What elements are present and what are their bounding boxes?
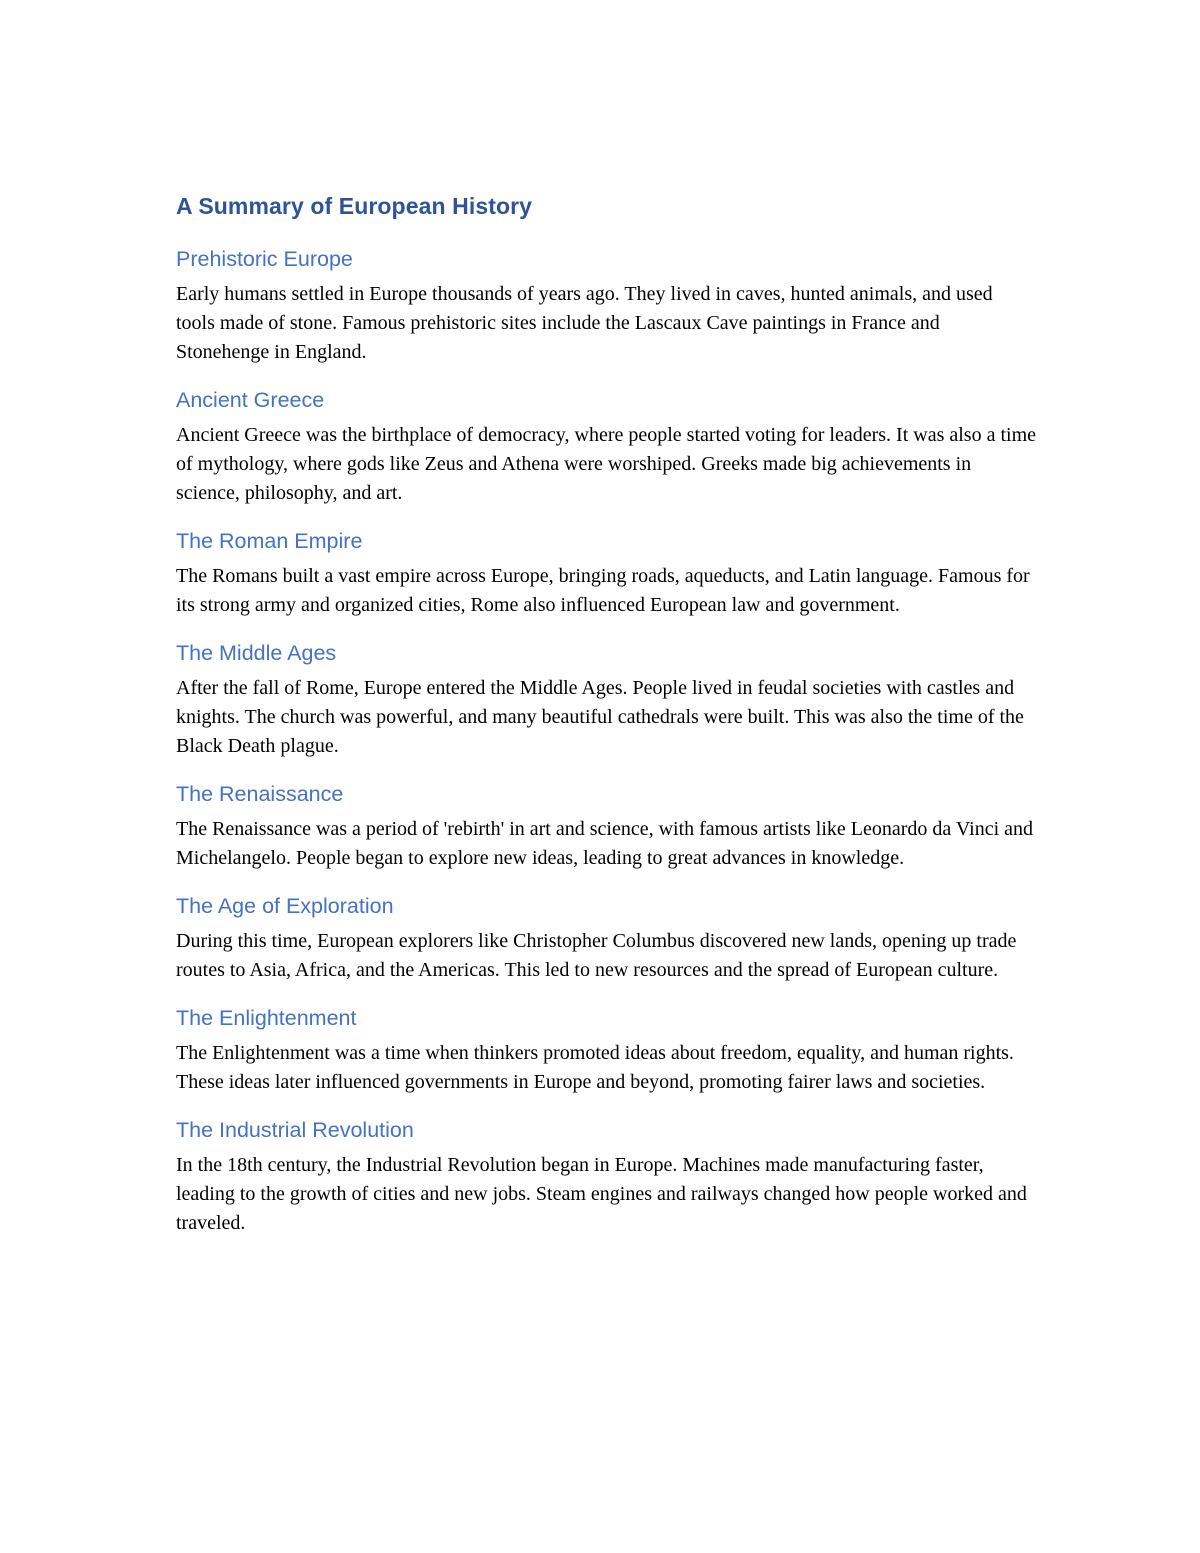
section-industrial-revolution <box>176 1115 1036 1238</box>
section-heading: The Roman Empire <box>176 529 363 553</box>
section-heading: The Age of Exploration <box>176 894 394 918</box>
section-paragraph: Early humans settled in Europe thousands of years ago. They lived in caves, hunted animals, and used tools made of stone. Famous prehistoric sites include the Lascaux Cave paintings in France and Stonehenge in England. <box>176 283 993 363</box>
section-middle-ages <box>176 638 1036 761</box>
section-renaissance <box>176 779 1036 873</box>
section-paragraph: After the fall of Rome, Europe entered the Middle Ages. People lived in feudal societies with castles and knights. The church was powerful, and many beautiful cathedrals were built. This was also the time of the Black Death plague. <box>176 677 1024 757</box>
document-title: A Summary of European History <box>176 193 533 219</box>
section-enlightenment <box>176 1003 1036 1097</box>
section-paragraph: Ancient Greece was the birthplace of democracy, where people started voting for leaders. It was also a time of mythology, where gods like Zeus and Athena were worshiped. Greeks made big achievements in science, philosophy, and art. <box>176 424 1037 504</box>
section-heading: Prehistoric Europe <box>176 247 353 271</box>
section-heading: The Enlightenment <box>176 1006 357 1030</box>
section-heading: The Industrial Revolution <box>176 1118 414 1142</box>
section-heading: The Middle Ages <box>176 641 337 665</box>
section-roman-empire <box>176 526 1036 620</box>
section-paragraph: The Renaissance was a period of 'rebirth' in art and science, with famous artists like Leonardo da Vinci and Michelangelo. People began to explore new ideas, leading to great advances in knowledge. <box>176 818 1034 869</box>
section-paragraph: During this time, European explorers like Christopher Columbus discovered new lands, opening up trade routes to Asia, Africa, and the Americas. This led to new resources and the spread of European culture. <box>176 930 1017 981</box>
section-paragraph: The Enlightenment was a time when thinkers promoted ideas about freedom, equality, and human rights. These ideas later influenced governments in Europe and beyond, promoting fairer laws and societies. <box>176 1042 1014 1093</box>
section-prehistoric-europe <box>176 244 1036 367</box>
section-heading: The Renaissance <box>176 782 344 806</box>
section-paragraph: The Romans built a vast empire across Europe, bringing roads, aqueducts, and Latin language. Famous for its strong army and organized cities, Rome also influenced European law and government. <box>176 565 1030 616</box>
section-ancient-greece <box>176 385 1036 508</box>
section-heading: Ancient Greece <box>176 388 325 412</box>
section-age-of-exploration <box>176 891 1036 985</box>
section-paragraph: In the 18th century, the Industrial Revolution began in Europe. Machines made manufacturing faster, leading to the growth of cities and new jobs. Steam engines and railways changed how people worked and traveled. <box>176 1154 1027 1234</box>
document-content <box>176 190 1036 1256</box>
